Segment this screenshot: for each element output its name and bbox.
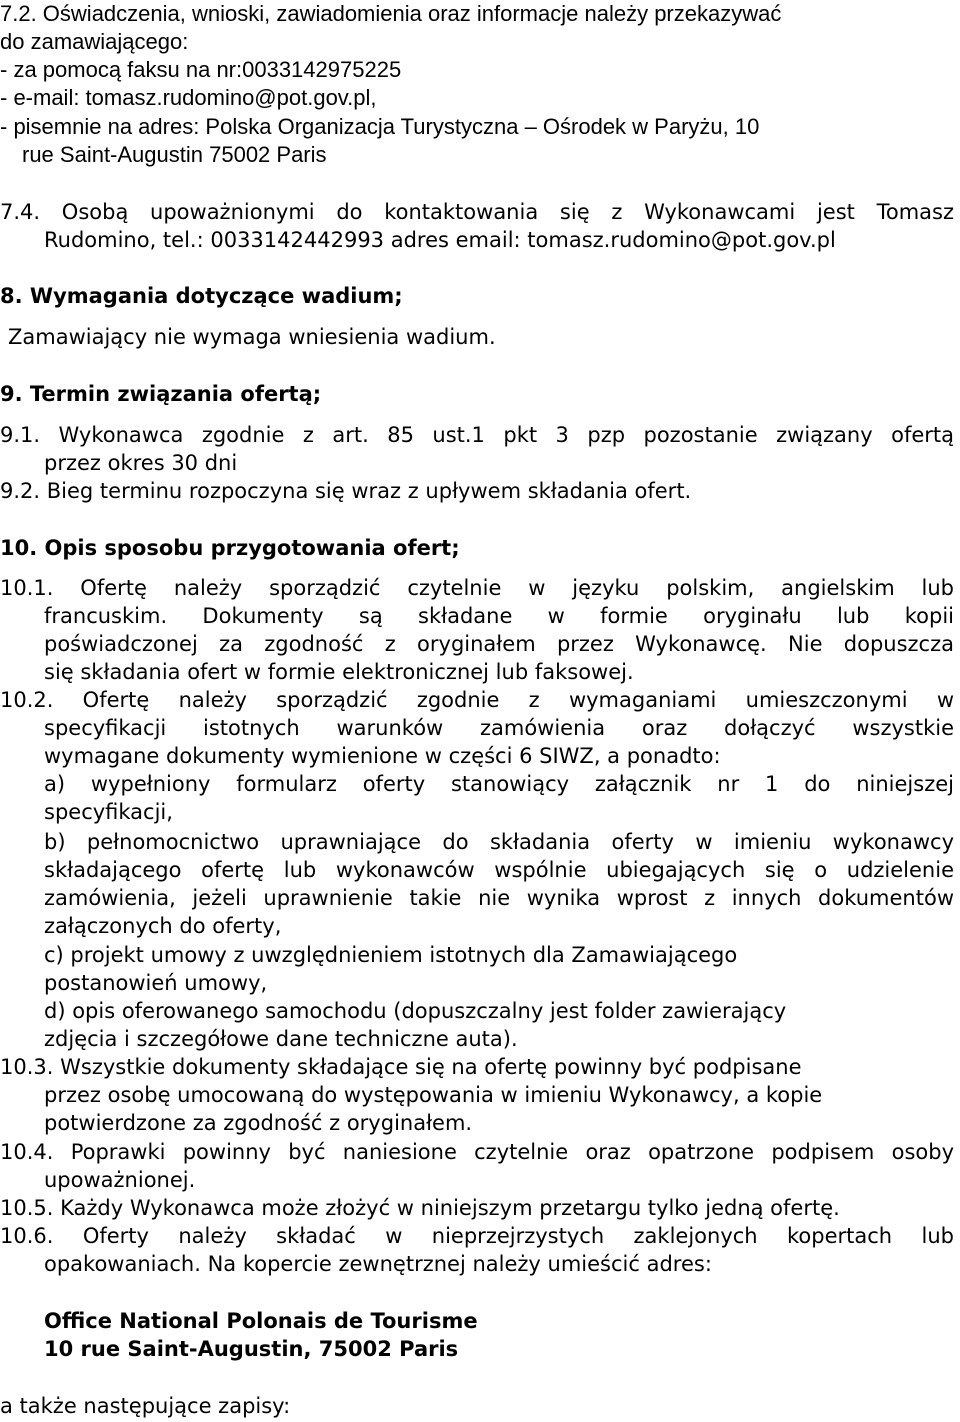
section-9-2: 9.2. Bieg terminu rozpoczyna się wraz z upływem składania ofert. [0,479,692,503]
section-10-2-line: wymagane dokumenty wymienione w części 6 SIWZ, a ponadto: [44,744,721,768]
section-10-1-line: się składania ofert w formie elektronicznej lub faksowej. [44,660,634,684]
section-10-6-line: 10.6. Oferty należy składać w nieprzejrzystych zaklejonych kopertach lub [0,1224,954,1248]
contact-post-line-2: rue Saint-Augustin 75002 Paris [22,142,327,167]
section-10-2-item-c: c) projekt umowy z uwzględnieniem istotnych dla Zamawiającego [44,943,738,967]
section-9-1-line-1: 9.1. Wykonawca zgodnie z art. 85 ust.1 pkt 3 pzp pozostanie związany ofertą [0,423,954,447]
address-line-1: Office National Polonais de Tourisme [44,1309,478,1333]
contact-fax: - za pomocą faksu na nr:0033142975225 [0,57,402,82]
section-7-2-line-2: do zamawiającego: [0,29,189,54]
section-8-heading: 8. Wymagania dotyczące wadium; [0,284,403,308]
section-9-heading: 9. Termin związania ofertą; [0,382,322,406]
address-line-2: 10 rue Saint-Augustin, 75002 Paris [44,1337,459,1361]
section-10-4-line: upoważnionej. [44,1168,196,1192]
section-10-2-item-b-cont: składającego ofertę lub wykonawców wspólnie ubiegających się o udzielenie [44,858,954,882]
section-10-2-item-d-cont: zdjęcia i szczegółowe dane techniczne auta). [44,1027,518,1051]
contact-post-line-1: - pisemnie na adres: Polska Organizacja Turystyczna – Ośrodek w Paryżu, 10 [0,114,760,139]
section-10-2-item-d: d) opis oferowanego samochodu (dopuszczalny jest folder zawierający [44,999,787,1023]
section-9-1-line-2: przez okres 30 dni [44,451,238,475]
section-10-1-line: 10.1. Ofertę należy sporządzić czytelnie w języku polskim, angielskim lub [0,576,954,600]
section-7-4-line-2: Rudomino, tel.: 0033142442993 adres email: tomasz.rudomino@pot.gov.pl [44,228,836,252]
contact-email-link[interactable]: - e-mail: tomasz.rudomino@pot.gov.pl, [0,85,377,110]
section-10-2-item-b-cont: zamówienia, jeżeli uprawnienie takie nie wynika wprost z innych dokumentów [44,886,954,910]
section-10-3-line: przez osobę umocowaną do występowania w imieniu Wykonawcy, a kopie [44,1083,823,1107]
section-10-2-item-b-cont: załączonych do oferty, [44,914,282,938]
section-8-text: Zamawiający nie wymaga wniesienia wadium. [8,325,496,349]
section-10-6-line: opakowaniach. Na kopercie zewnętrznej należy umieścić adres: [44,1252,712,1276]
section-10-2-item-b: b) pełnomocnictwo uprawniające do składania oferty w imieniu wykonawcy [44,830,954,854]
section-10-2-line: 10.2. Ofertę należy sporządzić zgodnie z wymaganiami umieszczonymi w [0,688,954,712]
section-10-2-item-c-cont: postanowień umowy, [44,971,268,995]
section-7-4-line-1: 7.4. Osobą upoważnionymi do kontaktowania się z Wykonawcami jest Tomasz [0,200,954,224]
section-10-5: 10.5. Każdy Wykonawca może złożyć w niniejszym przetargu tylko jedną ofertę. [0,1196,840,1220]
section-7-2-line-1: 7.2. Oświadczenia, wnioski, zawiadomienia oraz informacje należy przekazywać [0,1,782,26]
section-10-4-line: 10.4. Poprawki powinny być naniesione czytelnie oraz opatrzone podpisem osoby [0,1140,954,1164]
section-10-2-item-a: a) wypełniony formularz oferty stanowiący załącznik nr 1 do niniejszej [44,772,954,796]
footer-text: a także następujące zapisy: [0,1394,291,1418]
section-10-1-line: francuskim. Dokumenty są składane w formie oryginału lub kopii [44,604,954,628]
section-10-2-item-a-cont: specyfikacji, [44,800,173,824]
section-10-heading: 10. Opis sposobu przygotowania ofert; [0,536,460,560]
section-10-1-line: poświadczonej za zgodność z oryginałem przez Wykonawcę. Nie dopuszcza [44,632,954,656]
section-10-3-line: potwierdzone za zgodność z oryginałem. [44,1111,473,1135]
section-10-3-line: 10.3. Wszystkie dokumenty składające się na ofertę powinny być podpisane [0,1055,802,1079]
section-10-2-line: specyfikacji istotnych warunków zamówienia oraz dołączyć wszystkie [44,716,954,740]
